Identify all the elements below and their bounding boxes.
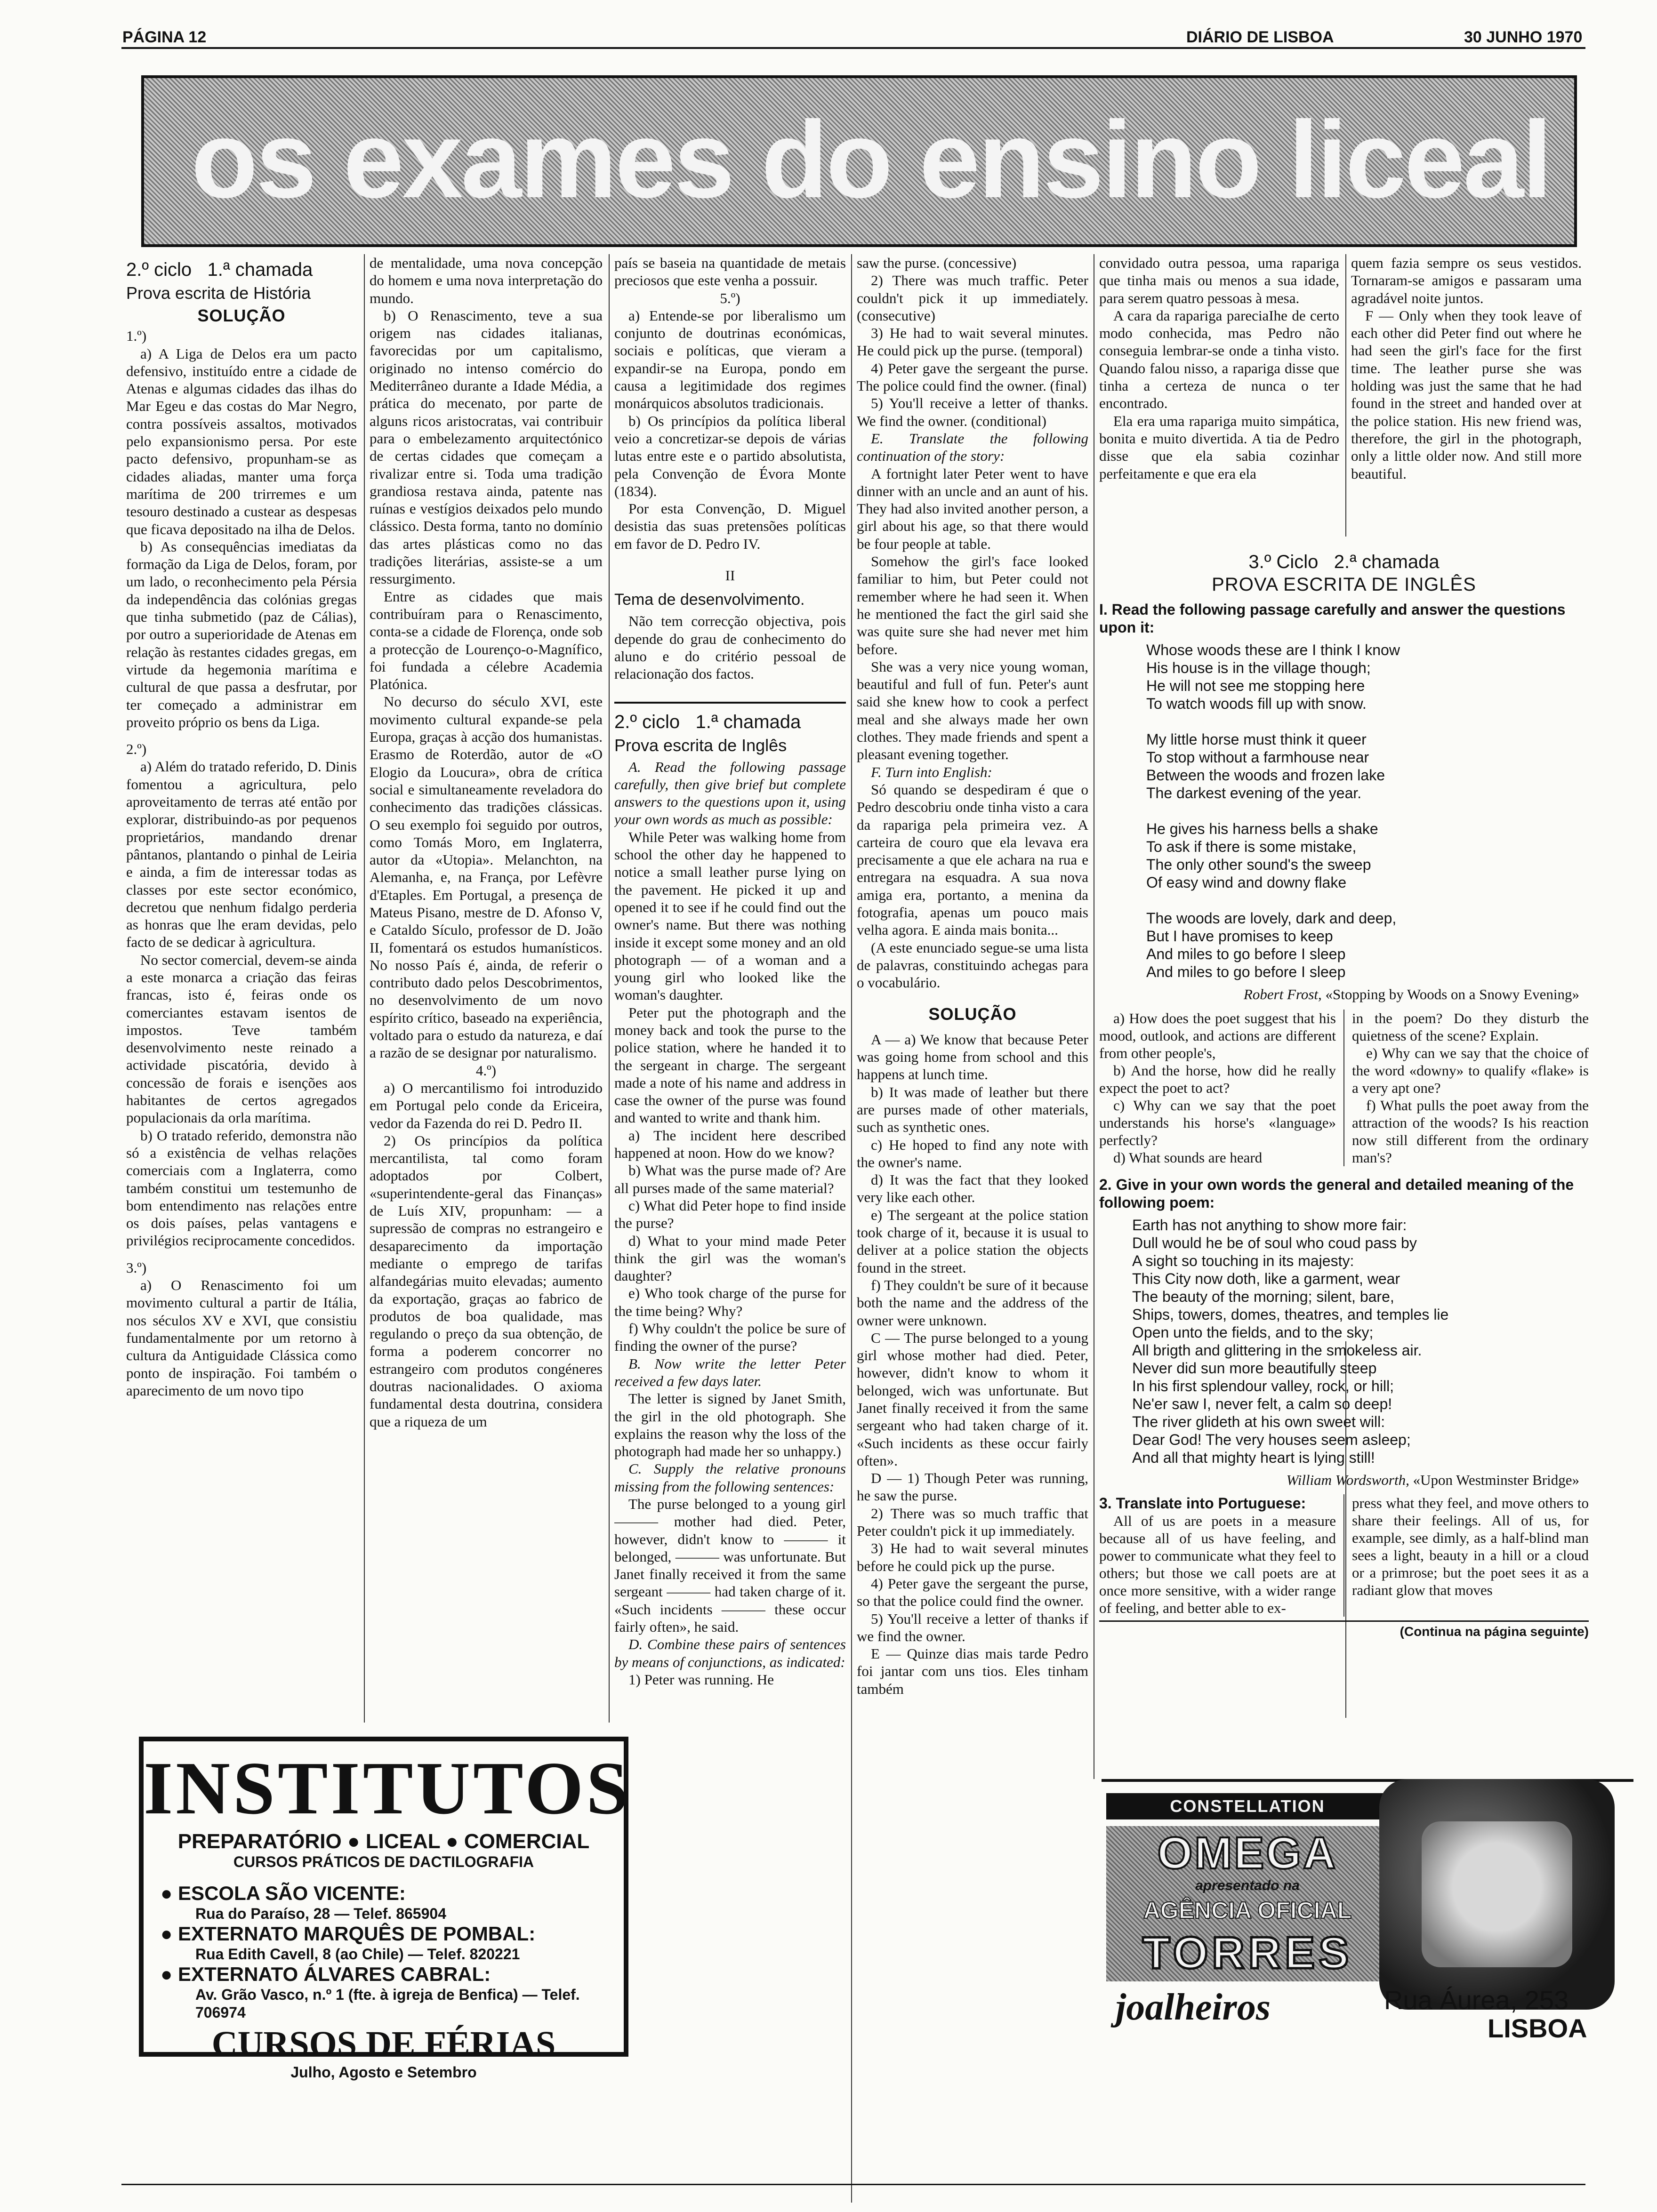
paragraph: b) O Renascimento, teve a sua origem nas cidades italianas, favorecidas por um capitalismo, originado no intenso comércio do Mediterrâneo durante a Idade Média, a prática do mecenato, por parte de alguns ricos aristocratas, vai contribuir para o embelezamento arquitectónico de certas cidades que começam a rivalizar entre si. Toda uma tradição grandiosa restava ainda, patente nas ruínas e vestígios deixados pelo mundo clássico. Desta forma, tanto no domínio das artes plásticas como no das tradições literárias, assiste-se a um ressurgimento. xyxy=(370,307,603,587)
answer: A — a) We know that because Peter was going home from school and this happens at lunch time. xyxy=(857,1031,1088,1083)
instruction: A. Read the following passage carefully, then give brief but complete answers to the questions upon it, using your own words as much as possible: xyxy=(614,758,846,828)
paragraph: Entre as cidades que mais contribuíram para o Renascimento, conta-se a cidade de Florença, onde sob a protecção de Lourenço-o-Magnífico, foi fundada a célebre Academia Platónica. xyxy=(370,588,603,693)
answer: e) The sergeant at the police station took charge of it, because it is usual to deliver at a police station the objects found in the street. xyxy=(857,1206,1088,1276)
paragraph: país se baseia na quantidade de metais preciosos que este venha a possuir. xyxy=(614,255,846,289)
answer: 3) He had to wait several minutes before he could pick up the purse. xyxy=(857,1540,1088,1574)
question: in the poem? Do they disturb the quietness of the scene? Explain. xyxy=(1352,1010,1589,1044)
question-heading: 2. Give in your own words the general and detailed meaning of the following poem: xyxy=(1099,1176,1574,1211)
paragraph: Peter put the photograph and the money back and took the purse to the police station, where he handed it to the sergeant in charge. The sergeant made a note of his name and address in case the owner of the purse was found and wanted to write and thank him. xyxy=(614,1004,846,1126)
roman-numeral: II xyxy=(725,567,735,584)
ad-presented: apresentado na xyxy=(1195,1878,1300,1893)
paragraph: b) Os princípios da política liberal veio a concretizar-se depois de várias lutas entre este e o partido absolutista, pela Convenção de Évora Monte (1834). xyxy=(614,412,846,499)
paragraph: 2) There was much traffic. Peter couldn't pick it up immediately. (consecutive) xyxy=(857,272,1088,324)
column-rule xyxy=(364,254,365,1723)
poem-frost: Whose woods these are I think I know His house is in the village though; He will not see me stopping here To watch woods fill up with snow. My little horse must think it queer To stop without a farmhouse near Between the woods and frozen lake The darkest evening of the year. He gives his harness bells a shake To ask if there is some mistake, The only other sound's the sweep Of easy wind and downy flake The woods are lovely, dark and deep, But I have promises to keep And miles to go before I sleep And miles to go before I sleep xyxy=(1146,641,1400,980)
translation-left xyxy=(1099,1494,1336,1617)
instruction: E. Translate the following continuation of the story: xyxy=(857,430,1088,465)
answer: c) He hoped to find any note with the owner's name. xyxy=(857,1136,1088,1170)
ad-school: ● EXTERNATO MARQUÊS DE POMBAL: xyxy=(161,1923,536,1945)
paragraph: All of us are poets in a measure because all of us have feeling, and power to communicate what they feel to others; but those we call poets are at once more sensitive, with a wider range of feeling, and better able to ex- xyxy=(1099,1513,1336,1616)
ad-school: ● EXTERNATO ÁLVARES CABRAL: xyxy=(161,1963,491,1985)
ad-city: LISBOA xyxy=(1488,2013,1587,2043)
newspaper-name: DIÁRIO DE LISBOA xyxy=(1186,28,1334,46)
item-number: 5.º) xyxy=(720,289,740,306)
column-translation-2 xyxy=(1351,254,1582,537)
paragraph: 3) He had to wait several minutes. He could pick up the purse. (temporal) xyxy=(857,325,1088,359)
section-divider xyxy=(614,702,846,704)
paragraph: The letter is signed by Janet Smith, the girl in the old photograph. She explains the reason why the loss of the photograph had made her so unhappy.) xyxy=(614,1390,846,1460)
questions-left xyxy=(1099,1010,1336,1166)
item-number: 4.º) xyxy=(475,1062,497,1079)
paragraph: saw the purse. (concessive) xyxy=(857,255,1017,271)
paragraph: Não tem correcção objectiva, pois depende do grau de conhecimento do aluno e do critério pessoal de relacionação dos factos. xyxy=(614,613,846,682)
question: a) How does the poet suggest that his mood, outlook, and actions are different from other people's, xyxy=(1099,1010,1336,1061)
column-rule xyxy=(1343,1494,1344,1617)
instruction: D. Combine these pairs of sentences by means of conjunctions, as indicated: xyxy=(614,1636,846,1670)
answer: 2) There was so much traffic that Peter couldn't pick it up immediately. xyxy=(857,1505,1088,1539)
ad-address: Rua Edith Cavell, 8 (ao Chile) — Telef. 820221 xyxy=(195,1946,520,1963)
paragraph: de mentalidade, uma nova concepção do homem e uma nova interpretação do mundo. xyxy=(370,255,603,306)
question: e) Why can we say that the choice of the word «downy» to qualify «flake» is a very apt one? xyxy=(1352,1045,1589,1096)
column-rule xyxy=(851,254,852,2203)
english-3cycle-section xyxy=(1099,551,1589,1784)
solution-heading: SOLUÇÃO xyxy=(197,306,286,325)
section-title: Tema de desenvolvimento. xyxy=(614,591,805,609)
answer: 5) You'll receive a letter of thanks if we find the owner. xyxy=(857,1610,1088,1644)
ad-title: INSTITUTOS xyxy=(144,1746,631,1830)
item-number: 3.º) xyxy=(126,1259,147,1276)
paragraph: b) As consequências imediatas da formação da Liga de Delos, foram, por um lado, o reconhecimento pela Pérsia da independência das colónias gregas que tinha submetido (paz de Cálias), por outro a superioridade de Atenas em relação às restantes cidades gregas, em virtude da hegemonia marítima e cultural de que passa a desfrutar, por ter começado a administrar em proveito próprio os bens da Liga. xyxy=(126,538,357,730)
question: c) Why can we say that the poet understands his horse's «language» perfectly? xyxy=(1099,1097,1336,1148)
paragraph: a) Entende-se por liberalismo um conjunto de doutrinas económicas, sociais e políticas, que vieram a expandir-se na Europa, pondo em causa a legitimidade dos regimes monárquicos absolutos tradicionais. xyxy=(614,307,846,412)
instruction: C. Supply the relative pronouns missing from the following sentences: xyxy=(614,1460,846,1495)
poem-questions xyxy=(1099,1010,1589,1166)
paragraph: Ela era uma rapariga muito simpática, bonita e muito divertida. A tia de Pedro disse que ela sabia cozinhar perfeitamente e que era ela xyxy=(1099,412,1339,482)
ad-script: joalheiros xyxy=(1116,1987,1271,2028)
section-head: 2.º ciclo 1.ª chamada xyxy=(126,259,313,280)
paragraph: a) Além do tratado referido, D. Dinis fomentou a agricultura, pelo aproveitamento de terras até então por explorar, distribuindo-as por pequenos proprietários, mandando drenar pântanos, plantando o pinhal de Leiria e ainda, a fim de interessar todas as classes por este sector económico, decretou que nenhum fidalgo perderia as honras que lhe eram devidas, pelo facto de se dedicar à agricultura. xyxy=(126,758,357,951)
poem-attribution: Robert Frost, «Stopping by Woods on a Snowy Evening» xyxy=(1243,986,1579,1002)
translation-block xyxy=(1099,1494,1589,1617)
watch-image xyxy=(1379,1779,1615,2010)
question: b) What was the purse made of? Are all purses made of the same material? xyxy=(614,1162,846,1196)
question-heading: I. Read the following passage carefully and answer the questions upon it: xyxy=(1099,601,1566,636)
answer: d) It was the fact that they looked very like each other. xyxy=(857,1171,1088,1206)
column-rule xyxy=(609,254,610,1723)
paragraph: A cara da rapariga pareciaIhe de certo modo conhecida, mas Pedro não conseguia lembrar-se onde a tinha visto. Quando falou nisso, a rapariga disse que tinha a certeza de nunca o ter encontrado. xyxy=(1099,307,1339,412)
paragraph: F — Only when they took leave of each other did Peter find out where he had seen the girl's face for the first time. The leather purse she was holding was just the same that he had found in the street and handed over at the police station. His new friend was, therefore, the girl in the photograph, only a little older now. And still more beautiful. xyxy=(1351,307,1582,482)
paragraph: (A este enunciado segue-se uma lista de palavras, constituindo achegas para o vocabulário. xyxy=(857,939,1088,991)
headline: os exames do ensino liceal xyxy=(191,99,1551,221)
paragraph: Só quando se despediram é que o Pedro descobriu onde tinha visto a cara da rapariga pela primeira vez. A carteira de couro que ela levava era precisamente a que ele achara na rua e entregara na esquadra. A sua nova amiga era, portanto, a menina da fotografia, apenas um pouco mais velha agora. E ainda mais bonita... xyxy=(857,781,1088,938)
ad-address: Rua do Paraíso, 28 — Telef. 865904 xyxy=(195,1905,446,1922)
section-head: 3.º Ciclo 2.ª chamada xyxy=(1248,552,1440,572)
paragraph: convidado outra pessoa, uma rapariga que tinha mais ou menos a sua idade, para serem quatro pessoas à mesa. xyxy=(1099,255,1339,306)
question: d) What to your mind made Peter think the girl was the woman's daughter? xyxy=(614,1232,846,1284)
ad-brand: OMEGA xyxy=(1157,1828,1338,1878)
column-history-2 xyxy=(370,254,603,1723)
page-number: PÁGINA 12 xyxy=(122,28,207,46)
ad-subtitle: CURSOS PRÁTICOS DE DACTILOGRAFIA xyxy=(233,1853,534,1870)
paragraph: a) A Liga de Delos era um pacto defensivo, instituído entre a cidade de Atenas e algumas cidades das ilhas do Mar Egeu e das costas do Mar Negro, contra possíveis assaltos, motivados pelo expansionismo persa. Por este pacto defensivo, propunham-se as cidades aliadas, manter uma força marítima de 200 trirremes e um tesouro destinado a custear as despesas que ficava depositado na ilha de Delos. xyxy=(126,345,357,537)
section-head: 2.º ciclo 1.ª chamada xyxy=(614,711,801,732)
item-number: 2.º) xyxy=(126,741,147,758)
answer: E — Quinze dias mais tarde Pedro foi jantar com uns tios. Eles tinham também xyxy=(857,1645,1088,1697)
header-rule xyxy=(121,47,1585,49)
headline-banner xyxy=(141,75,1577,247)
questions-right xyxy=(1352,1010,1589,1166)
paragraph: quem fazia sempre os seus vestidos. Tornaram-se amigos e passaram uma agradável noite juntos. xyxy=(1351,255,1582,306)
paragraph: She was a very nice young woman, beautiful and full of fun. Peter's aunt said she knew how to cook a perfect meal and she always made her own clothes. They made friends and spent a pleasant evening together. xyxy=(857,658,1088,763)
column-translation-1 xyxy=(1099,254,1339,537)
paragraph: The purse belonged to a young girl ——— mother had died. Peter, however, didn't know to ——— it belonged, ——— was unfortunate. But Janet finally received it from the same sergeant ——— had taken charge of it. «Such incidents ——— these occur fairly often», he said. xyxy=(614,1496,846,1635)
paragraph: a) O Renascimento foi um movimento cultural a partir de Itália, nos séculos XV e XVI, que consistiu fundamentalmente por um retorno à cultura da Antiguidade Clássica como ponto de inspiração. Foi também o aparecimento de um novo tipo xyxy=(126,1277,357,1399)
ad-omega xyxy=(1102,1779,1633,2043)
paragraph: 4) Peter gave the sergeant the purse. The police could find the owner. (final) xyxy=(857,360,1088,394)
question: b) And the horse, how did he really expect the poet to act? xyxy=(1099,1062,1336,1096)
continued-note: (Continua na página seguinte) xyxy=(1099,1620,1589,1640)
column-english-2cycle xyxy=(614,254,846,2203)
paragraph: While Peter was walking home from school the other day he happened to notice a small leather purse lying on the pavement. He picked it up and opened it to see if he could find out the owner's name. But there was nothing inside it except some money and an old photograph — of a woman and a young girl who looked like the woman's daughter. xyxy=(614,828,846,1003)
item-number: 1.º) xyxy=(126,328,147,345)
question: e) Who took charge of the purse for the time being? Why? xyxy=(614,1285,846,1319)
answer: f) They couldn't be sure of it because both the name and the address of the owner were unknown. xyxy=(857,1276,1088,1329)
ad-dealer: TORRES xyxy=(1142,1928,1353,1978)
paragraph: No sector comercial, devem-se ainda a este monarca a criação das feiras francas, isto é, feiras onde os comerciantes estavam isentos de impostos. Teve também desenvolvimento neste reinado a actividade piscatória, devido à concessão de forais e isenções aos habitantes de certos agregados populacionais da orla marítima. xyxy=(126,951,357,1126)
paragraph: 2) Os princípios da política mercantilista, tal como foram adoptados por Colbert, «superintendente-geral das Finanças» de Luís XIV, propunham: — a supressão de compras no estrangeiro e desaparecimento da importação mediante o emprego de tarifas alfandegárias muito elevadas; aumento da exportação, graças ao fabrico de produtos de boa qualidade, mas regulando o preço da sua obtenção, de forma a poderem concorrer no estrangeiro com produtos congéneres doutras nacionalidades. O axioma fundamental desta doutrina, considera que a riqueza de um xyxy=(370,1132,603,1430)
question-heading: 3. Translate into Portuguese: xyxy=(1099,1495,1306,1512)
column-english-2cycle-cont xyxy=(857,254,1088,2090)
ad-institutos xyxy=(139,1737,631,2081)
ad-address: Rua Áurea, 253 xyxy=(1384,1985,1569,2015)
ad-courses: CURSOS DE FÉRIAS xyxy=(211,2024,556,2064)
ad-agency: AGÊNCIA OFICIAL xyxy=(1143,1897,1352,1923)
answer: C — The purse belonged to a young girl whose mother had died. Peter, however, didn't know to whom it belonged, wich was unfortunate. But Janet finally received it from the same sergeant who had taken charge of it. «Such incidents as these occur fairly often». xyxy=(857,1329,1088,1469)
poem-attribution: William Wordsworth, «Upon Westminster Bridge» xyxy=(1286,1472,1579,1488)
paragraph: Somehow the girl's face looked familiar to him, but Peter could not remember where he had seen it. When he mentioned the fact the girl said she was quite sure she had never met him before. xyxy=(857,553,1088,657)
question: d) What sounds are heard xyxy=(1113,1149,1263,1166)
answer: D — 1) Though Peter was running, he saw the purse. xyxy=(857,1470,1088,1504)
answer: 4) Peter gave the sergeant the purse, so that the police could find the owner. xyxy=(857,1575,1088,1610)
paragraph: A fortnight later Peter went to have dinner with an uncle and an aunt of his. They had also invited another person, a girl about his age, so that there would be four people at table. xyxy=(857,465,1088,552)
footer-rule xyxy=(121,2184,1585,2185)
ad-subtitle: PREPARATÓRIO ● LICEAL ● COMERCIAL xyxy=(177,1830,590,1853)
paragraph: No decurso do século XVI, este movimento cultural expande-se pela Europa, graças à acção dos humanistas. Erasmo de Roterdão, autor de «O Elogio da Loucura», obra de crítica social e simultaneamente reveladora do conhecimento das tradições clássicas. O seu exemplo foi seguido por outros, como Tomás Moro, em Inglaterra, autor da «Utopia». Melanchton, na Alemanha, e, na França, por Lefèvre d'Etaples. Em Portugal, a presença de Mateus Pisano, mestre de D. Afonso V, e Cataldo Sículo, professor de D. João II, fomentará os estudos humanísticos. No nosso País é, ainda, de referir o contributo dado pelos Descobrimentos, no desenvolvimento de um novo espírito crítico, baseado na experiência, voltado para o estudo da natureza, e daí a razão de se designar por naturalismo. xyxy=(370,693,603,1061)
poem-wordsworth: Earth has not anything to show more fair: Dull would he be of soul who coud pass by A sight so touching in its majesty: This City now doth, like a garment, wear The beauty of the morning; silent, bare, Ships, towers, domes, theatres, and temples lie Open unto the fields, and to the sky; All brigth and glittering in the smokeless air. Never did sun more beautifully steep In his first splendour valley, rock, or hill; Ne'er saw I, never felt, a calm so deep! The river glideth at his own sweet will: Dear God! The very houses seem asleep; And all that mighty heart is lying still! xyxy=(1132,1217,1449,1466)
paragraph: press what they feel, and move others to share their feelings. All of us, for example, see dimly, as a half-blind man sees a light, beauty in a hill or a cloud or a primrose; but the poet sees it as a radiant glow that moves xyxy=(1352,1495,1589,1598)
column-rule xyxy=(1343,1010,1344,1166)
ad-model: CONSTELLATION xyxy=(1106,1793,1389,1819)
section-title: Prova escrita de Inglês xyxy=(614,735,787,755)
answer: b) It was made of leather but there are purses made of other materials, such as synthetic ones. xyxy=(857,1083,1088,1136)
instruction: F. Turn into English: xyxy=(871,763,992,780)
ad-address: Av. Grão Vasco, n.º 1 (fte. à igreja de Benfica) — Telef. 706974 xyxy=(195,1986,580,2021)
question: c) What did Peter hope to find inside the purse? xyxy=(614,1197,846,1232)
paragraph: 1) Peter was running. He xyxy=(628,1671,774,1688)
watch-face xyxy=(1422,1821,1572,1967)
paragraph: Por esta Convenção, D. Miguel desistia das suas pretensões políticas em favor de D. Pedro IV. xyxy=(614,500,846,552)
instruction: B. Now write the letter Peter received a few days later. xyxy=(614,1355,846,1389)
paragraph: a) O mercantilismo foi introduzido em Portugal pelo conde da Ericeira, vedor da Fazenda do rei D. Pedro II. xyxy=(370,1079,603,1131)
column-history-1 xyxy=(126,254,357,1723)
question: f) What pulls the poet away from the attraction of the woods? Is his reaction now still different from the ordinary man's? xyxy=(1352,1097,1589,1166)
translation-right xyxy=(1352,1494,1589,1617)
paragraph: b) O tratado referido, demonstra não só a existência de velhas relações comerciais com a Inglaterra, como também constitui um testemunho de bom entendimento nas relações entre os dois países, pelas vantagens e privilégios reciprocamente concedidos. xyxy=(126,1127,357,1249)
column-rule xyxy=(1345,254,1346,537)
question: f) Why couldn't the police be sure of finding the owner of the purse? xyxy=(614,1320,846,1354)
section-title: PROVA ESCRITA DE INGLÊS xyxy=(1212,574,1476,595)
question: a) The incident here described happened at noon. How do we know? xyxy=(614,1127,846,1162)
paragraph: 5) You'll receive a letter of thanks. We find the owner. (conditional) xyxy=(857,395,1088,429)
ad-school: ● ESCOLA SÃO VICENTE: xyxy=(161,1882,406,1904)
issue-date: 30 JUNHO 1970 xyxy=(1464,28,1583,46)
ad-dates: Julho, Agosto e Setembro xyxy=(290,2064,477,2081)
section-title: Prova escrita de História xyxy=(126,283,311,303)
solution-heading: SOLUÇÃO xyxy=(928,1004,1017,1024)
